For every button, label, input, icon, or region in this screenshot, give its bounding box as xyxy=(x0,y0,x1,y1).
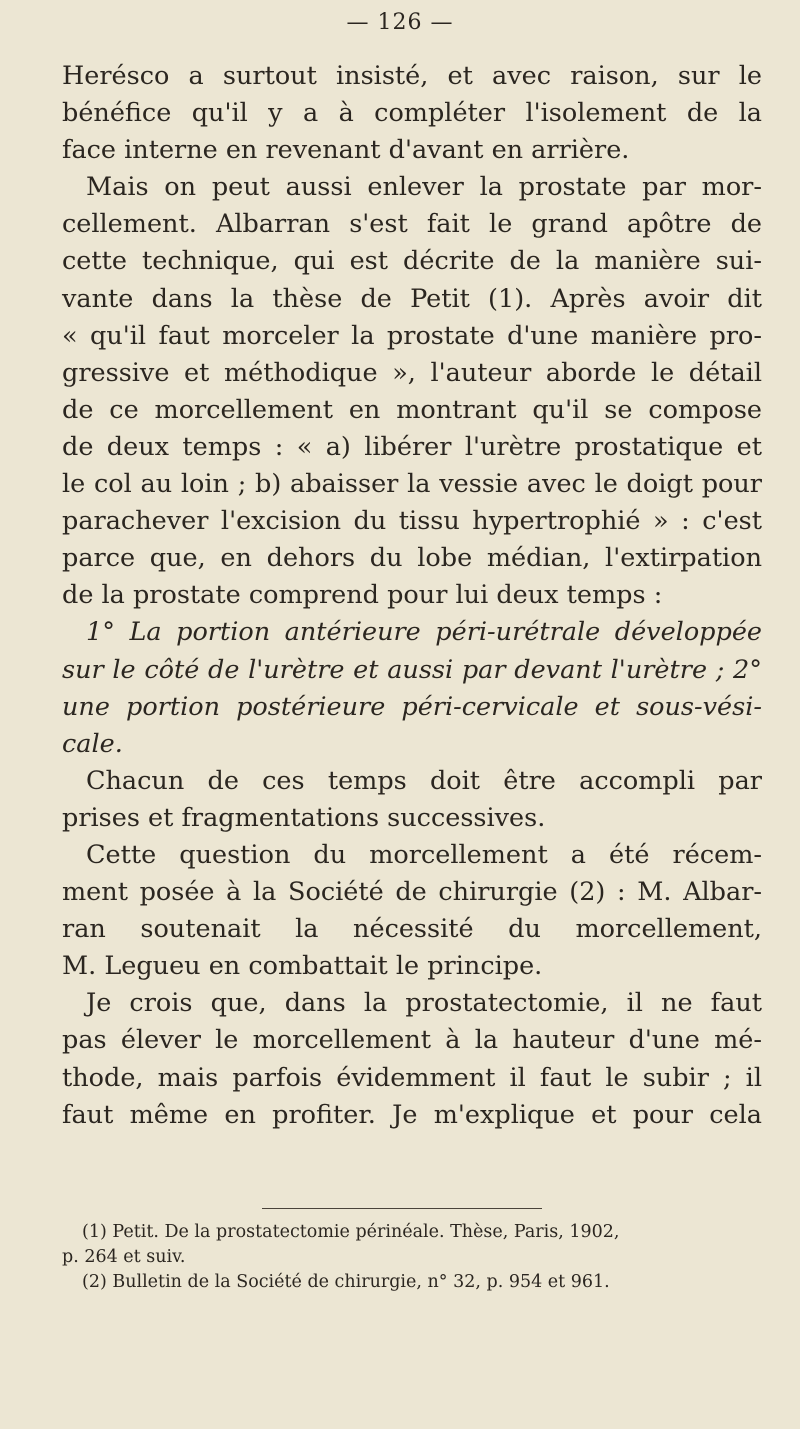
page-number: — 126 — xyxy=(346,10,454,35)
footnote-separator xyxy=(262,1208,542,1209)
text-line: pas élever le morcellement à la hauteur d'une mé- xyxy=(62,1025,762,1056)
text-line: thode, mais parfois évidemment il faut le subir ; il xyxy=(62,1062,762,1093)
footnote: (2) Bulletin de la Société de chirurgie, n° 32, p. 954 et 961. xyxy=(82,1272,610,1292)
text-line: cale. xyxy=(62,728,123,759)
text-line: Je crois que, dans la prostatectomie, il ne faut xyxy=(86,988,762,1019)
text-line: une portion postérieure péri-cervicale et sous-vési- xyxy=(62,691,762,722)
footnotes xyxy=(62,1220,762,1295)
text-line: M. Legueu en combattait le principe. xyxy=(62,951,543,982)
text-line: gressive et méthodique », l'auteur aborde le détail xyxy=(62,357,762,388)
footnote: (1) Petit. De la prostatectomie périnéale. Thèse, Paris, 1902, xyxy=(82,1222,620,1242)
text-line: de la prostate comprend pour lui deux temps : xyxy=(62,580,663,611)
text-line: Cette question du morcellement a été récem- xyxy=(86,839,762,870)
main-text xyxy=(62,58,762,1134)
text-line: bénéfice qu'il y a à compléter l'isolement de la xyxy=(62,98,762,129)
text-line: de ce morcellement en montrant qu'il se compose xyxy=(62,394,762,425)
text-line: le col au loin ; b) abaisser la vessie avec le doigt pour xyxy=(62,469,762,500)
text-line: vante dans la thèse de Petit (1). Après avoir dit xyxy=(62,283,762,314)
text-line: « qu'il faut morceler la prostate d'une manière pro- xyxy=(62,320,762,351)
text-line: prises et fragmentations successives. xyxy=(62,802,546,833)
footnote: p. 264 et suiv. xyxy=(62,1247,186,1267)
text-line: Herésco a surtout insisté, et avec raison, sur le xyxy=(62,61,762,91)
text-line: sur le côté de l'urètre et aussi par devant l'urètre ; 2° xyxy=(62,654,762,685)
text-line: Chacun de ces temps doit être accompli par xyxy=(86,765,762,796)
text-line: parce que, en dehors du lobe médian, l'extirpation xyxy=(62,543,762,574)
text-line: ment posée à la Société de chirurgie (2) : M. Albar- xyxy=(62,877,762,908)
text-line: ran soutenait la nécessité du morcellement, xyxy=(62,914,762,945)
text-line: faut même en profiter. Je m'explique et pour cela xyxy=(62,1099,762,1130)
text-line: Mais on peut aussi enlever la prostate par mor- xyxy=(86,172,762,203)
text-line: parachever l'excision du tissu hypertrophié » : c'est xyxy=(62,506,762,537)
text-line: face interne en revenant d'avant en arrière. xyxy=(62,135,630,166)
text-line: 1° La portion antérieure péri-urétrale développée xyxy=(86,617,762,648)
text-line: cette technique, qui est décrite de la manière sui- xyxy=(62,246,762,277)
text-line: de deux temps : « a) libérer l'urètre prostatique et xyxy=(62,431,762,462)
text-line: cellement. Albarran s'est fait le grand apôtre de xyxy=(62,209,762,240)
